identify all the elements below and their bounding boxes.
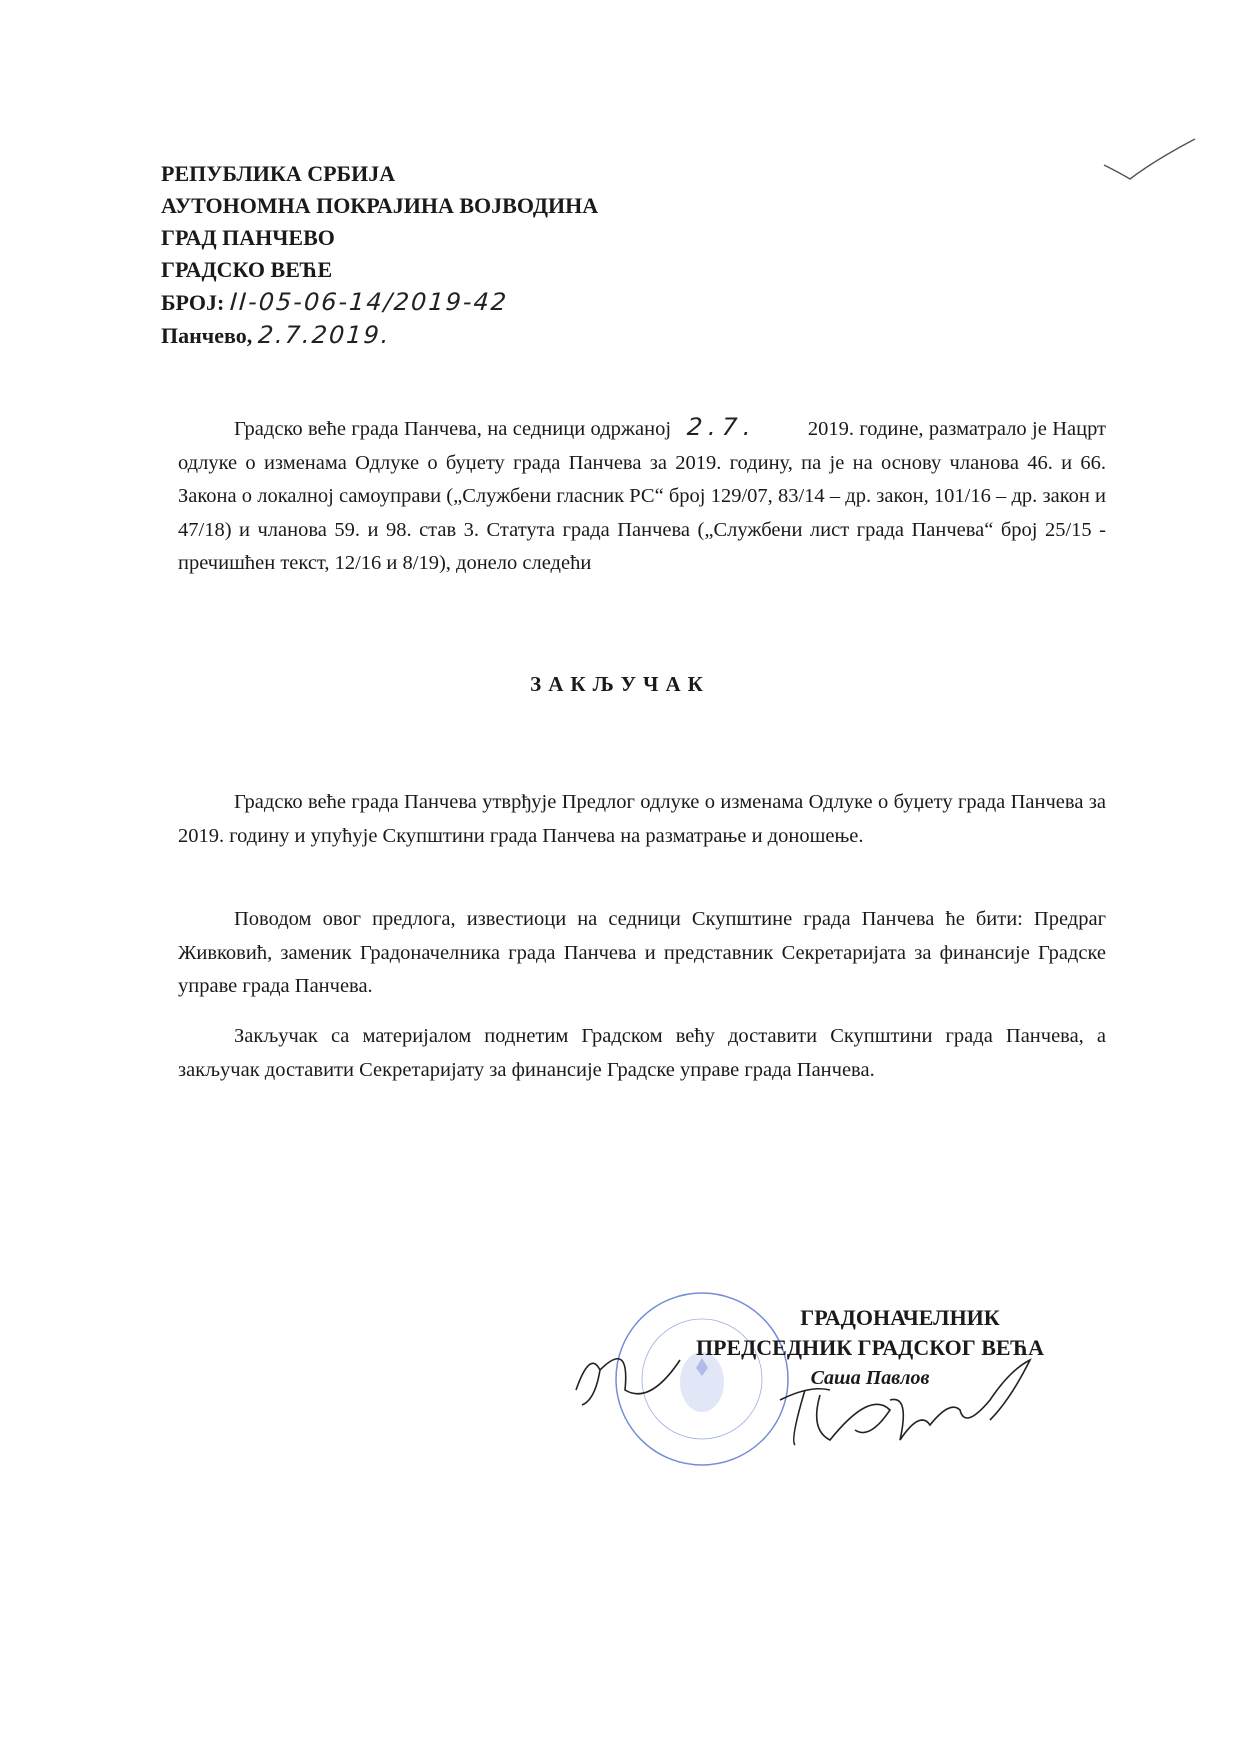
handwritten-number: II-05-06-14/2019-42 [228, 288, 509, 316]
signatory-role: ГРАДОНАЧЕЛНИК [800, 1305, 1000, 1330]
signatory-name: Саша Павлов [810, 1367, 930, 1389]
handwritten-session-date: 2.7. [686, 413, 759, 441]
body-paragraph: Градско веће града Панчева утврђује Предлог одлуке о изменама Одлуке о буџету града Панчева за 2019. годину и упућује Скупштини града Панчева на разматрање и доношење. [178, 791, 1106, 847]
header-line: ГРАДСКО ВЕЋЕ [161, 257, 333, 282]
header-line: АУТОНОМНА ПОКРАЈИНА ВОЈВОДИНА [161, 193, 599, 218]
document-title: ЗАКЉУЧАК [530, 672, 710, 696]
handwritten-signature [570, 1330, 1050, 1465]
signatory-title: ПРЕДСЕДНИК ГРАДСКОГ ВЕЋА [695, 1335, 1045, 1360]
checkmark [1100, 135, 1200, 190]
body-paragraph: Закључак са материјалом поднетим Градском већу доставити Скупштини града Панчева, а закључак доставити Секретаријату за финансије Градске управе града Панчева. [178, 1025, 1106, 1081]
document-number: БРОЈ: II-05-06-14/2019-42 [161, 288, 509, 316]
header-line: РЕПУБЛИКА СРБИЈА [161, 161, 396, 186]
header-line: ГРАД ПАНЧЕВО [161, 225, 335, 250]
document-date: Панчево, 2.7.2019. [161, 321, 392, 349]
body-paragraph: Поводом овог предлога, известиоци на седници Скупштине града Панчева ће бити: Предраг Живковић, заменик Градоначелника града Панчева и представник Секретаријата за финансије Градске управе града Панчева. [178, 908, 1106, 997]
handwritten-date: 2.7.2019. [256, 321, 392, 349]
document-header [161, 158, 598, 352]
intro-paragraph: Градско веће града Панчева, на седници одржаној 2.7. 2019. године, разматрало је Нацрт одлуке о изменама Одлуке о буџету града Панчева за 2019. годину, па је на основу чланова 46. и 66. Закона о локалној самоуправи („Службени гласник РС“ број 129/07, 83/14 – др. закон, 101/16 – др. закон и 47/18) и чланова 59. и 98. став 3. Статута града Панчева („Службени лист града Панчева“ број 25/15 - пречишћен текст, 12/16 и 8/19), донело следећи [178, 413, 1107, 574]
